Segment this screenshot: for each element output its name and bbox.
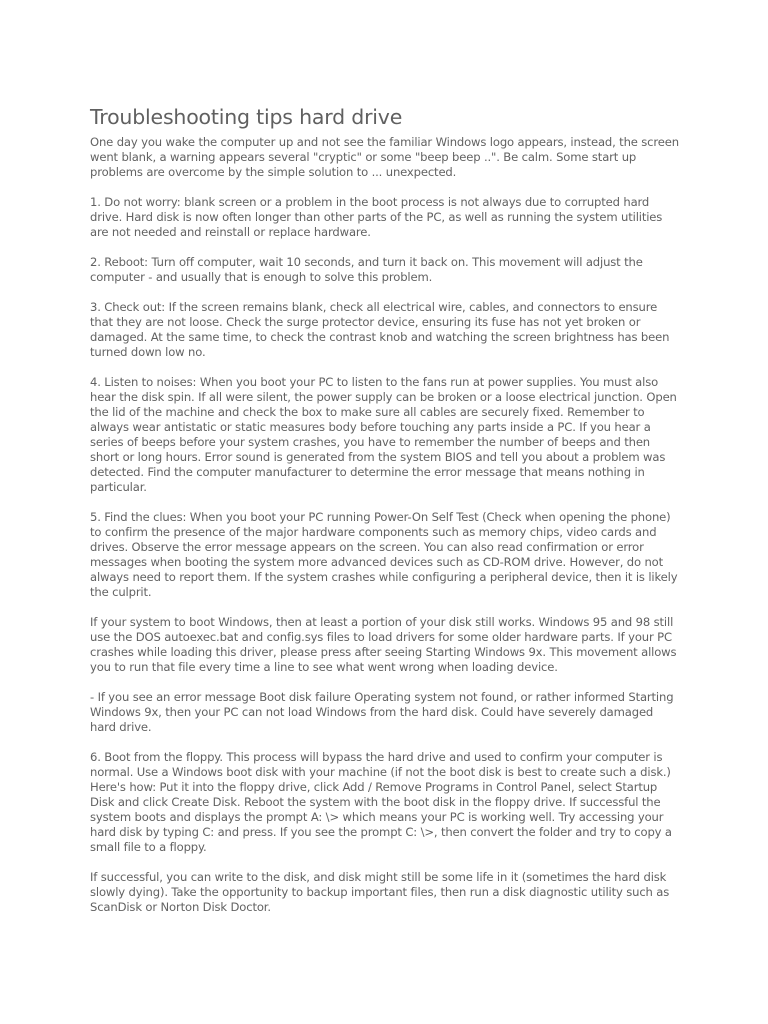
tip-do-not-worry-paragraph: 1. Do not worry: blank screen or a problem in the boot process is not always due to corrupted hard drive. Hard disk is now often longer than other parts of the PC, as well as running the system utilities are not needed and reinstall or replace hardware. — [90, 195, 663, 239]
tip-reboot-paragraph: 2. Reboot: Turn off computer, wait 10 seconds, and turn it back on. This movement will adjust the computer - and usually that is enough to solve this problem. — [90, 255, 643, 284]
windows-boot-paragraph: If your system to boot Windows, then at least a portion of your disk still works. Windows 95 and 98 still use the DOS autoexec.bat and config.sys files to load drivers for some older hardware parts. If your PC crashes while loading this driver, please press after seeing Starting Windows 9x. This movement allows you to run that file every time a line to see what went wrong when loading device. — [90, 615, 677, 674]
boot-disk-failure-paragraph: - If you see an error message Boot disk failure Operating system not found, or rather informed Starting Windows 9x, then your PC can not load Windows from the hard disk. Could have severely damaged hard drive. — [90, 690, 674, 734]
tip-check-out-paragraph: 3. Check out: If the screen remains blank, check all electrical wire, cables, and connectors to ensure that they are not loose. Check the surge protector device, ensuring its fuse has not yet broken or damaged. At the same time, to check the contrast knob and watching the screen brightness has been turned down low no. — [90, 300, 670, 359]
tip-listen-to-noises-paragraph: 4. Listen to noises: When you boot your PC to listen to the fans run at power supplies. You must also hear the disk spin. If all were silent, the power supply can be broken or a loose electrical junction. Open the lid of the machine and check the box to make sure all cables are securely fixed. Remember to always wear antistatic or static measures body before touching any parts inside a PC. If you hear a series of beeps before your system crashes, you have to remember the number of beeps and then short or long hours. Error sound is generated from the system BIOS and tell you about a problem was detected. Find the computer manufacturer to determine the error message that means nothing in particular. — [90, 375, 677, 494]
if-successful-paragraph: If successful, you can write to the disk, and disk might still be some life in it (sometimes the hard disk slowly dying). Take the opportunity to backup important files, then run a disk diagnostic utility such as ScanDisk or Norton Disk Doctor. — [90, 870, 670, 914]
tip-find-the-clues-paragraph: 5. Find the clues: When you boot your PC running Power-On Self Test (Check when opening the phone) to confirm the presence of the major hardware components such as memory chips, video cards and drives. Observe the error message appears on the screen. You can also read confirmation or error messages when booting the system more advanced devices such as CD-ROM drive. However, do not always need to report them. If the system crashes while configuring a peripheral device, then it is likely the culprit. — [90, 510, 678, 599]
document-page — [90, 104, 680, 930]
document-title: Troubleshooting tips hard drive — [90, 105, 403, 129]
intro-paragraph: One day you wake the computer up and not see the familiar Windows logo appears, instead, the screen went blank, a warning appears several "cryptic" or some "beep beep ..". Be calm. Some start up problems are overcome by the simple solution to ... unexpected. — [90, 135, 679, 179]
tip-boot-from-floppy-paragraph: 6. Boot from the floppy. This process will bypass the hard drive and used to confirm your computer is normal. Use a Windows boot disk with your machine (if not the boot disk is best to create such a disk.) Here's how: Put it into the floppy drive, click Add / Remove Programs in Control Panel, select Startup Disk and click Create Disk. Reboot the system with the boot disk in the floppy drive. If successful the system boots and displays the prompt A: \> which means your PC is working well. Try accessing your hard disk by typing C: and press. If you see the prompt C: \>, then convert the folder and try to copy a small file to a floppy. — [90, 750, 672, 854]
